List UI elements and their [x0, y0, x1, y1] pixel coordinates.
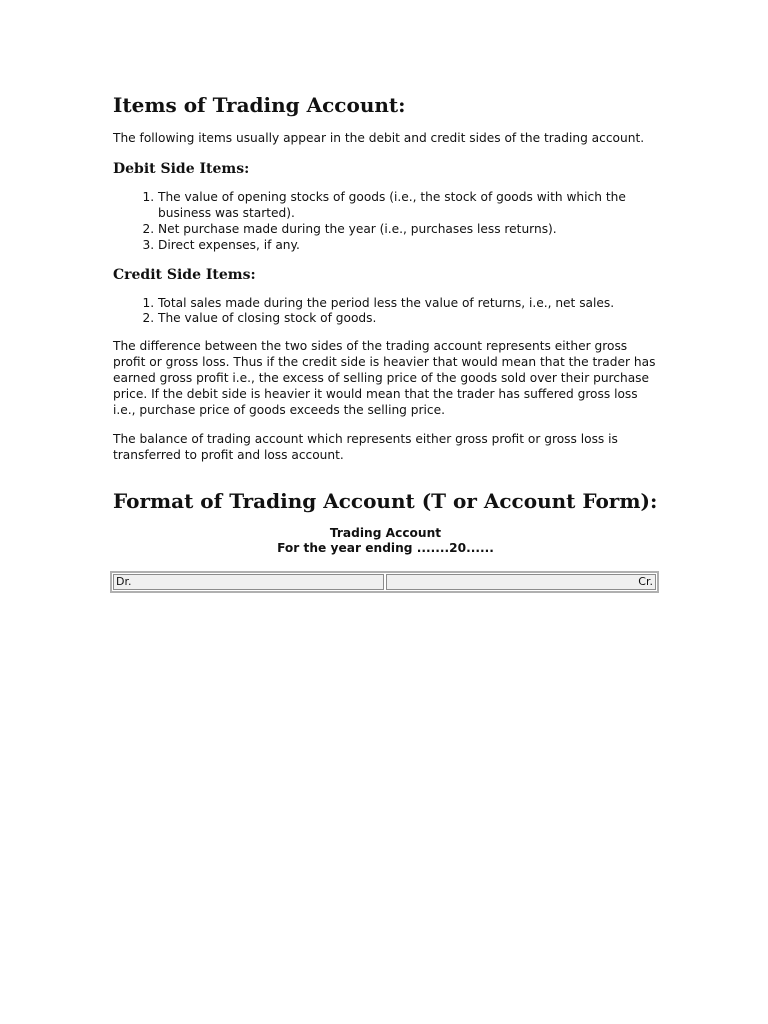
- trading-account-table: [110, 571, 659, 593]
- trading-account-title: Trading Account: [329, 525, 442, 540]
- debit-side-heading: Debit Side Items:: [113, 160, 250, 177]
- debit-side-list: [113, 190, 658, 254]
- list-item: 2. Net purchase made during the year (i.e., purchases less returns).: [158, 222, 658, 238]
- debit-column-header: Dr.: [113, 574, 384, 590]
- credit-side-heading: Credit Side Items:: [113, 266, 256, 283]
- credit-column-header: Cr.: [386, 574, 657, 590]
- document-content: [113, 92, 658, 593]
- list-item: 1. Total sales made during the period less the value of returns, i.e., net sales.: [158, 296, 658, 312]
- trading-account-subtitle: For the year ending .......20......: [277, 541, 494, 556]
- list-item: 2. The value of closing stock of goods.: [158, 311, 658, 327]
- list-item: 1. The value of opening stocks of goods (i.e., the stock of goods with which the business was started).: [158, 190, 658, 222]
- trading-account-heading: [113, 526, 658, 557]
- balance-paragraph: The balance of trading account which represents either gross profit or gross loss is transferred to profit and loss account.: [113, 431, 618, 462]
- list-item: 3. Direct expenses, if any.: [158, 238, 658, 254]
- difference-paragraph: The difference between the two sides of the trading account represents either gross profit or gross loss. Thus if the credit side is heavier that would mean that the trader has earned gross profit i.e., the excess of selling price of the goods sold over their purchase price. If the debit side is heavier it would mean that the trader has suffered gross loss i.e., purchase price of goods exceeds the selling price.: [113, 339, 656, 417]
- credit-side-list: [113, 296, 658, 328]
- intro-paragraph: The following items usually appear in the debit and credit sides of the trading account.: [113, 131, 645, 145]
- page-title: Items of Trading Account:: [113, 93, 406, 117]
- format-title: Format of Trading Account (T or Account Form):: [113, 488, 658, 513]
